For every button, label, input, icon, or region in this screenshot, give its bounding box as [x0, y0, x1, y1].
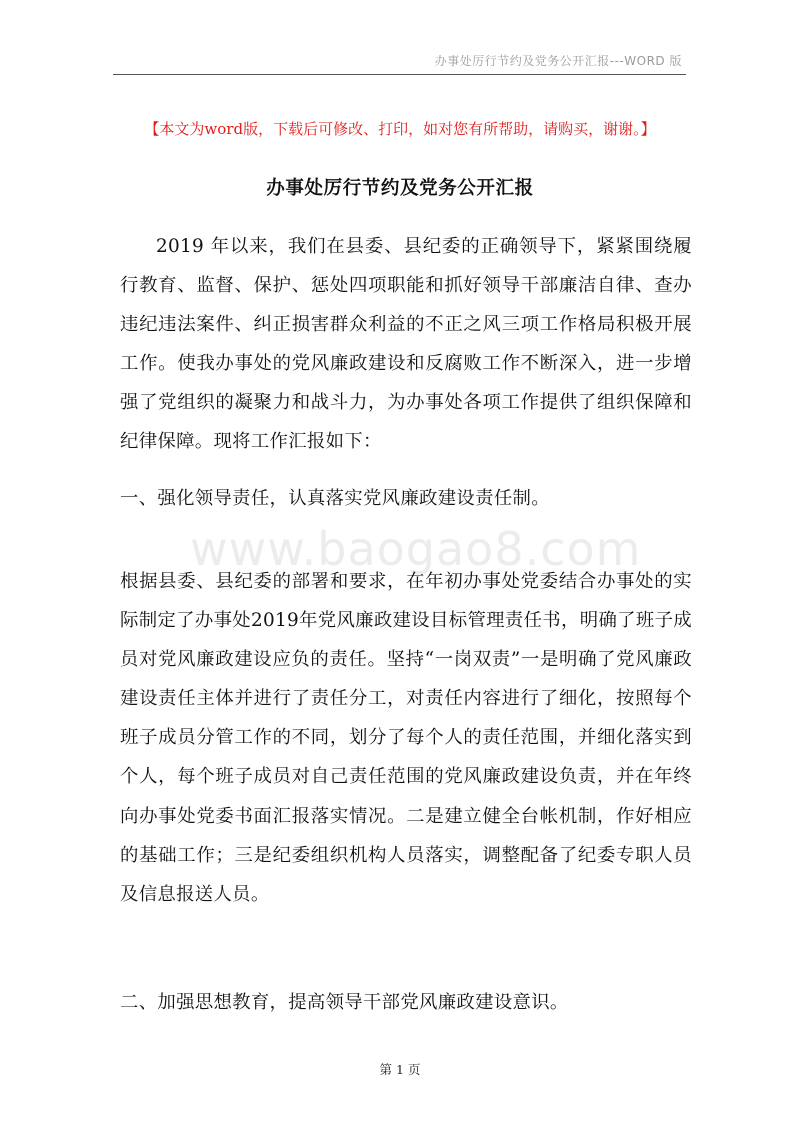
page-number: 第 1 页 — [379, 1062, 421, 1077]
section-heading-2: 二、加强思想教育，提高领导干部党风廉政建设意识。 — [120, 992, 569, 1013]
purchase-notice: 【本文为word版，下载后可修改、打印，如对您有所帮助，请购买，谢谢。】 — [144, 120, 656, 138]
document-title: 办事处厉行节约及党务公开汇报 — [266, 178, 534, 199]
paragraph-intro: 2019 年以来，我们在县委、县纪委的正确领导下，紧紧围绕履行教育、监督、保护、惩处四项职能和抓好领导干部廉洁自律、查办违纪违法案件、纠正损害群众利益的不正之风三项工作格局积极开展工作。使我办事处的党风廉政建设和反腐败工作不断深入，进一步增强了党组织的凝聚力和战斗力，为办事处各项工作提供了组织保障和纪律保障。现将工作汇报如下： — [120, 236, 692, 453]
watermark: www.baogao8.com — [190, 522, 642, 576]
section-heading-1: 一、强化领导责任，认真落实党风廉政建设责任制。 — [120, 488, 550, 509]
header-divider — [113, 74, 686, 75]
paragraph-section-1: 根据县委、县纪委的部署和要求，在年初办事处党委结合办事处的实际制定了办事处2019年党风廉政建设目标管理责任书，明确了班子成员对党风廉政建设应负的责任。坚持“一岗双责”一是明确了党风廉政建设责任主体并进行了责任分工，对责任内容进行了细化，按照每个班子成员分管工作的不同，划分了每个人的责任范围，并细化落实到个人，每个班子成员对自己责任范围的党风廉政建设负责，并在年终向办事处党委书面汇报落实情况。二是建立健全台帐机制，作好相应的基础工作；三是纪委组织机构人员落实，调整配备了纪委专职人员及信息报送人员。 — [120, 571, 692, 905]
running-header: 办事处厉行节约及党务公开汇报---WORD 版 — [434, 54, 682, 68]
